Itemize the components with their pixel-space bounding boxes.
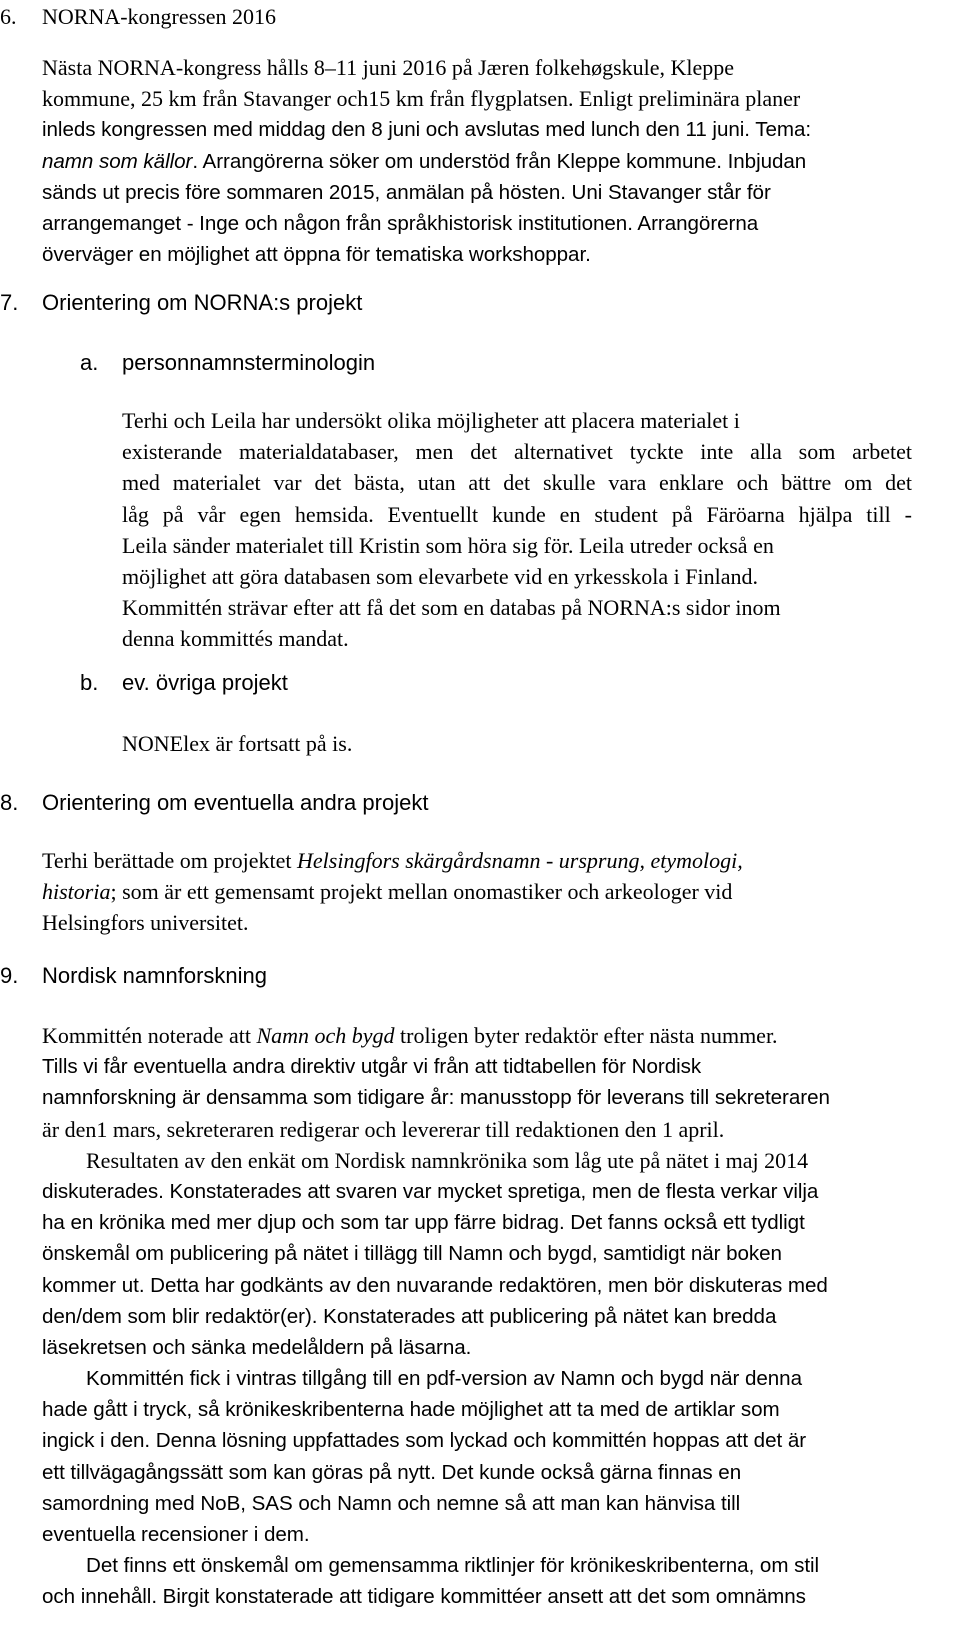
body-line: Kommittén strävar efter att få det som en databas på NORNA:s sidor inom bbox=[122, 595, 781, 621]
body-line: Terhi och Leila har undersökt olika möjligheter att placera materialet i bbox=[122, 408, 740, 433]
subsection-a-body bbox=[122, 405, 912, 655]
body-line: kommer ut. Detta har godkänts av den nuvarande redaktören, men bör diskuteras med bbox=[42, 1273, 828, 1297]
body-line bbox=[42, 146, 912, 177]
section-number: 9. bbox=[0, 963, 19, 988]
section-6-heading bbox=[0, 4, 600, 30]
body-line: läsekretsen och sänka medelåldern på läsarna. bbox=[42, 1335, 472, 1359]
body-line: ett tillvägagångssätt som kan göras på nytt. Det kunde också gärna finnas en bbox=[42, 1460, 742, 1484]
body-line: denna kommittés mandat. bbox=[122, 626, 349, 652]
body-text: Terhi berättade om projektet bbox=[42, 848, 298, 873]
body-line bbox=[42, 876, 912, 907]
section-9-body bbox=[42, 1020, 912, 1613]
body-line bbox=[42, 1020, 912, 1051]
section-8-heading bbox=[0, 790, 600, 816]
body-line: överväger en möjlighet att öppna för tematiska workshoppar. bbox=[42, 243, 591, 267]
section-7-heading bbox=[0, 290, 600, 316]
body-line: namnforskning är densamma som tidigare år: manusstopp för leverans till sekreteraren bbox=[42, 1086, 830, 1110]
body-line: Kommittén fick i vintras tillgång till en pdf-version av Namn och bygd när denna bbox=[86, 1367, 802, 1391]
section-number: 6. bbox=[0, 4, 17, 29]
body-line: ha en krönika med mer djup och som tar upp färre bidrag. Det fanns också ett tydligt bbox=[42, 1211, 805, 1235]
body-line: ingick i den. Denna lösning uppfattades som lyckad och kommittén hoppas att det är bbox=[42, 1429, 807, 1453]
body-line: möjlighet att göra databasen som elevarbete vid en yrkesskola i Finland. bbox=[122, 563, 758, 589]
section-9-heading bbox=[0, 963, 600, 989]
section-8-body bbox=[42, 845, 912, 939]
section-title: Orientering om eventuella andra projekt bbox=[42, 790, 429, 815]
body-line bbox=[42, 845, 912, 876]
subsection-title: ev. övriga projekt bbox=[122, 670, 288, 695]
body-line: NONElex är fortsatt på is. bbox=[122, 731, 353, 756]
section-number: 7. bbox=[0, 290, 19, 315]
subsection-letter: a. bbox=[80, 350, 99, 375]
body-line: önskemål om publicering på nätet i tillägg till Namn och bygd, samtidigt när boken bbox=[42, 1242, 782, 1266]
body-line: Nästa NORNA-kongress hålls 8–11 juni 2016 på Jæren folkehøgskule, Kleppe bbox=[42, 55, 735, 80]
section-number: 8. bbox=[0, 790, 19, 815]
section-title: Orientering om NORNA:s projekt bbox=[42, 290, 363, 315]
body-line: arrangemanget - Inge och någon från språkhistorisk institutionen. Arrangörerna bbox=[42, 211, 759, 235]
subsection-letter: b. bbox=[80, 670, 99, 695]
body-line: inleds kongressen med middag den 8 juni och avslutas med lunch den 11 juni. Tema: bbox=[42, 118, 812, 142]
theme-italic: namn som källor bbox=[42, 149, 193, 173]
section-title: NORNA-kongressen 2016 bbox=[42, 4, 277, 29]
journal-title-italic: Namn och bygd bbox=[256, 1023, 395, 1048]
project-title-italic: historia bbox=[42, 879, 111, 905]
body-line: Resultaten av den enkät om Nordisk namnkrönika som låg ute på nätet i maj 2014 bbox=[86, 1147, 809, 1173]
body-line: Tills vi får eventuella andra direktiv utgår vi från att tidtabellen för Nordisk bbox=[42, 1055, 702, 1079]
body-line: kommune, 25 km från Stavanger och15 km från flygplatsen. Enligt preliminära planer bbox=[42, 86, 801, 112]
body-line: låg på vår egen hemsida. Eventuellt kunde en student på Färöarna hjälpa till - bbox=[122, 501, 912, 527]
body-text: troligen byter redaktör efter nästa nummer. bbox=[394, 1023, 778, 1048]
body-line: eventuella recensioner i dem. bbox=[42, 1523, 310, 1546]
body-line: existerande materialdatabaser, men det alternativet tyckte inte alla som arbetet bbox=[122, 439, 912, 465]
body-line: Leila sänder materialet till Kristin som höra sig för. Leila utreder också en bbox=[122, 532, 774, 558]
body-line: och innehåll. Birgit konstaterade att tidigare kommittéer ansett att det som omnämns bbox=[42, 1585, 806, 1609]
subsection-b-body bbox=[122, 728, 722, 759]
body-line: med materialet var det bästa, utan att det skulle vara enklare och bättre om det bbox=[122, 470, 912, 496]
subsection-a-heading bbox=[80, 350, 580, 376]
body-line: samordning med NoB, SAS och Namn och nemne så att man kan hänvisa till bbox=[42, 1491, 741, 1515]
body-line: är den1 mars, sekreteraren redigerar och levererar till redaktionen den 1 april. bbox=[42, 1116, 725, 1142]
project-title-italic: Helsingfors skärgårdsnamn - ursprung, etymologi, bbox=[297, 848, 743, 873]
body-line: den/dem som blir redaktör(er). Konstaterades att publicering på nätet kan bredda bbox=[42, 1304, 777, 1328]
body-text: Kommittén noterade att bbox=[42, 1023, 257, 1048]
body-line: Helsingfors universitet. bbox=[42, 910, 249, 936]
body-text: . Arrangörerna söker om understöd från Kleppe kommune. Inbjudan bbox=[192, 149, 807, 173]
section-6-body bbox=[42, 52, 912, 270]
body-line: Det finns ett önskemål om gemensamma riktlinjer för krönikeskribenterna, om stil bbox=[86, 1554, 820, 1578]
body-line: sänds ut precis före sommaren 2015, anmälan på hösten. Uni Stavanger står för bbox=[42, 180, 771, 204]
subsection-b-heading bbox=[80, 670, 580, 696]
subsection-title: personnamnsterminologin bbox=[122, 350, 376, 375]
body-text: ; som är ett gemensamt projekt mellan onomastiker och arkeologer vid bbox=[110, 879, 733, 905]
section-title: Nordisk namnforskning bbox=[42, 963, 267, 988]
body-line: hade gått i tryck, så krönikeskribenterna hade möjlighet att ta med de artiklar som bbox=[42, 1398, 780, 1422]
body-line: diskuterades. Konstaterades att svaren var mycket spretiga, men de flesta verkar vilja bbox=[42, 1179, 819, 1203]
